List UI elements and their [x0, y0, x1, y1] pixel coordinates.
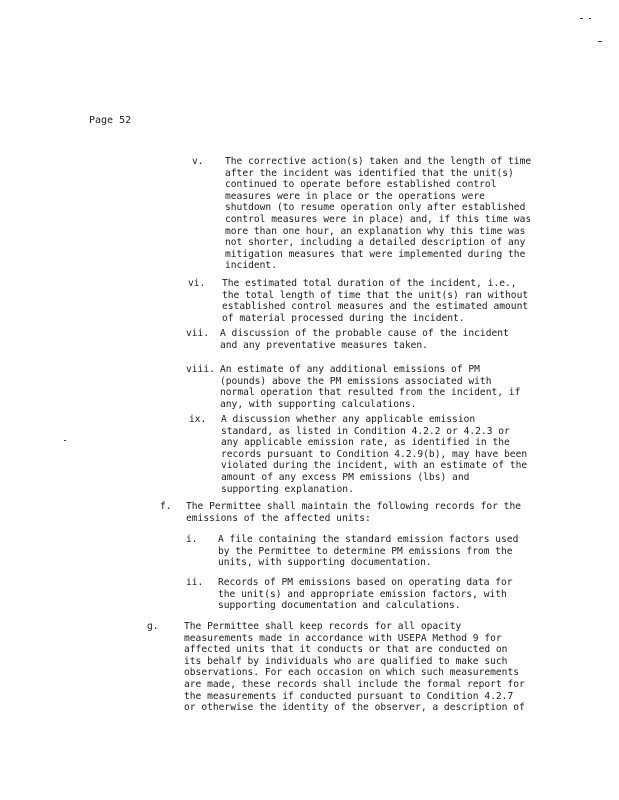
scan-artifact	[580, 18, 583, 19]
list-item-text	[218, 534, 518, 569]
scan-artifact	[589, 18, 591, 19]
list-item-marker: i.	[186, 534, 198, 545]
list-item-marker: ix.	[189, 414, 207, 425]
text-line: amount of any excess PM emissions (lbs) and	[221, 471, 470, 483]
text-line: The Permittee shall keep records for all opacity	[184, 621, 462, 632]
list-item-marker: vii.	[186, 328, 210, 339]
text-line: after the incident was identified that the unit(s)	[225, 167, 514, 179]
text-line: (pounds) above the PM emissions associated with	[220, 375, 492, 387]
text-line: A file containing the standard emission factors used	[218, 534, 519, 545]
text-line: The Permittee shall maintain the following records for the	[186, 501, 522, 512]
text-line: its behalf by individuals who are qualified to make such	[184, 655, 508, 667]
text-line: and any preventative measures taken.	[220, 339, 428, 351]
text-line: control measures were in place) and, if this time was	[225, 213, 532, 225]
list-item-marker: v.	[192, 156, 204, 167]
text-line: The corrective action(s) taken and the length of time	[225, 156, 532, 167]
text-line: Records of PM emissions based on operating data for	[218, 577, 513, 588]
scan-artifact	[64, 440, 66, 441]
text-line: standard, as listed in Condition 4.2.2 or 4.2.3 or	[221, 425, 510, 437]
page-number-header: Page 52	[89, 115, 132, 126]
text-line: affected units that it conducts or that are conducted on	[184, 644, 508, 656]
text-line: A discussion of the probable cause of the incident	[220, 328, 509, 339]
scan-artifact	[598, 41, 602, 42]
text-line: established control measures and the estimated amount	[222, 301, 529, 313]
list-item-text	[186, 501, 521, 524]
text-line: the measurements if conducted pursuant to Condition 4.2.7	[184, 690, 514, 702]
text-line: emissions of the affected units:	[186, 512, 371, 524]
text-line: of material processed during the incident.	[222, 312, 465, 324]
text-line: supporting explanation.	[221, 483, 354, 495]
text-line: the total length of time that the unit(s) ran without	[222, 289, 529, 301]
text-line: continued to operate before established control	[225, 179, 497, 191]
text-line: the unit(s) and appropriate emission factors, with	[218, 588, 507, 600]
list-item-marker: viii.	[186, 364, 215, 375]
text-line: any applicable emission rate, as identified in the	[221, 437, 510, 449]
text-line: incident.	[225, 260, 277, 272]
text-line: The estimated total duration of the incident, i.e.,	[222, 278, 517, 289]
text-line: units, with supporting documentation.	[218, 557, 432, 569]
text-line: more than one hour, an explanation why this time was	[225, 225, 526, 237]
text-line: observations. For each occasion on which such measurements	[184, 667, 520, 679]
text-line: shutdown (to resume operation only after established	[225, 202, 526, 214]
list-item-text	[218, 577, 513, 612]
text-line: are made, these records shall include the formal report for	[184, 678, 525, 690]
list-item-marker: g.	[147, 621, 159, 632]
text-line: by the Permittee to determine PM emissions from the	[218, 545, 513, 557]
text-line: An estimate of any additional emissions of PM	[220, 364, 480, 375]
list-item-text	[222, 278, 528, 324]
text-line: not shorter, including a detailed description of any	[225, 237, 526, 249]
list-item-marker: ii.	[186, 577, 204, 588]
text-line: A discussion whether any applicable emission	[221, 414, 476, 425]
list-item-text	[220, 328, 509, 351]
list-item-marker: vi.	[188, 278, 206, 289]
text-line: measures were in place or the operations were	[225, 190, 485, 202]
text-line: records pursuant to Condition 4.2.9(b), may have been	[221, 448, 528, 460]
text-line: mitigation measures that were implemented during the	[225, 248, 526, 260]
list-item-text	[221, 414, 527, 495]
text-line: or otherwise the identity of the observer, a description of	[184, 702, 525, 714]
text-line: supporting documentation and calculations.	[218, 600, 461, 612]
list-item-text	[220, 364, 520, 410]
text-line: any, with supporting calculations.	[220, 398, 417, 410]
text-line: violated during the incident, with an estimate of the	[221, 460, 528, 472]
text-line: measurements made in accordance with USEPA Method 9 for	[184, 632, 502, 644]
text-line: normal operation that resulted from the incident, if	[220, 387, 521, 399]
list-item-marker: f.	[160, 501, 172, 512]
list-item-text	[184, 621, 525, 714]
list-item-text	[225, 156, 531, 272]
